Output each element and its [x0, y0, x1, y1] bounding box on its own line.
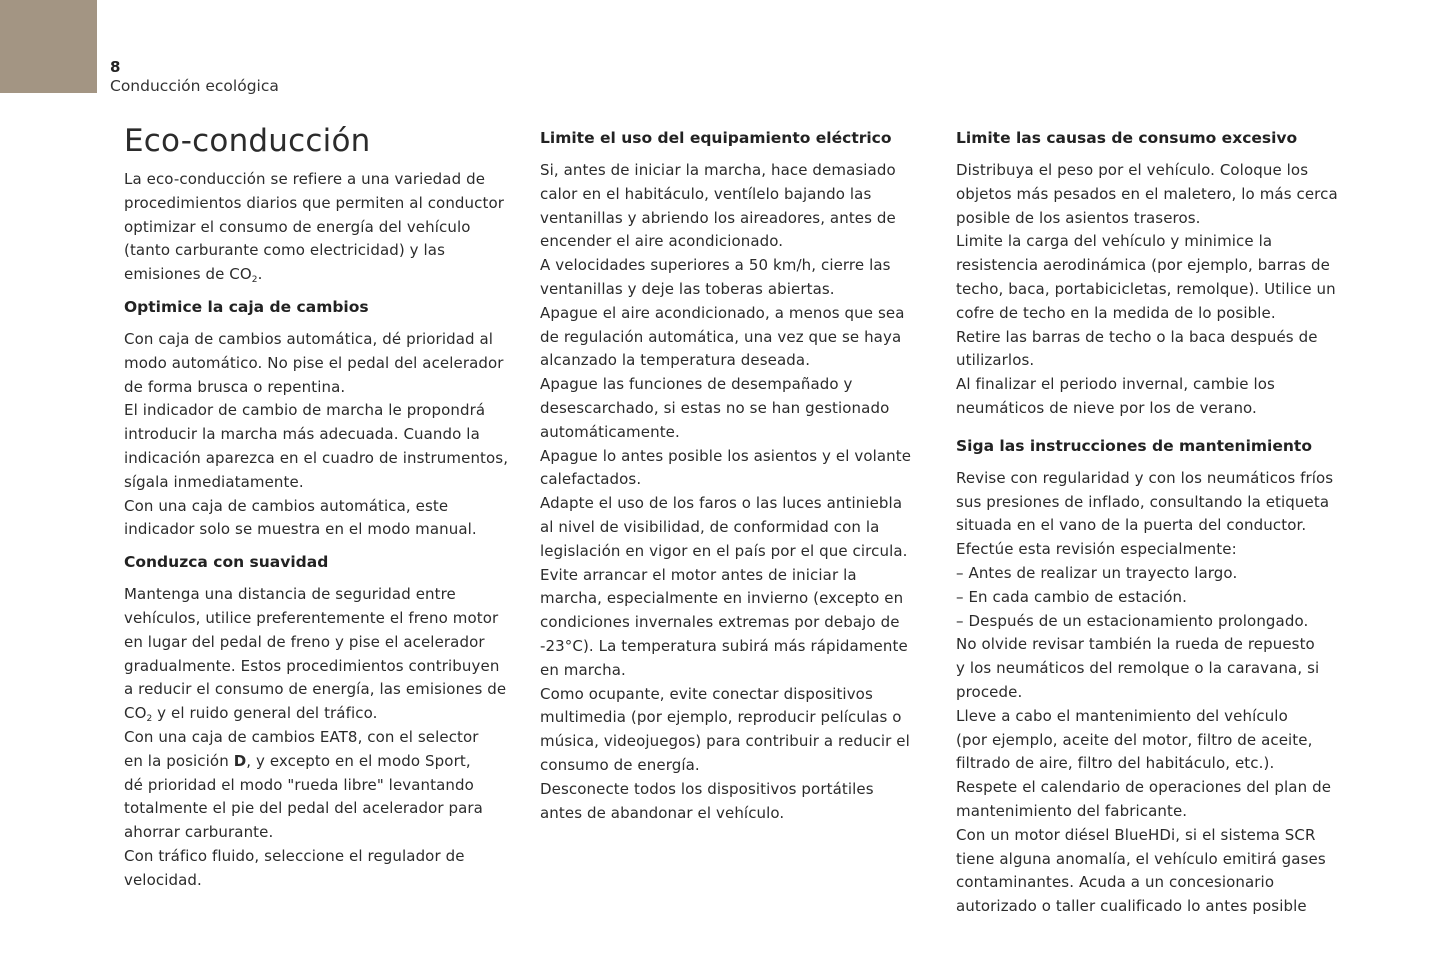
text-line: (por ejemplo, aceite del motor, filtro de aceite, [956, 730, 1313, 749]
text-line: introducir la marcha más adecuada. Cuando la [124, 425, 480, 444]
text-line: sus presiones de inflado, consultando la etiqueta [956, 492, 1330, 511]
text-line: alcanzado la temperatura deseada. [540, 351, 811, 370]
text-line: condiciones invernales extremas por debajo de [540, 613, 900, 632]
text-line: Limite la carga del vehículo y minimice la [956, 232, 1273, 251]
text-line: marcha, especialmente en invierno (excepto en [540, 589, 904, 608]
gearbox-paragraph [124, 328, 516, 542]
text-line: indicador solo se muestra en el modo manual. [124, 520, 477, 539]
text-line: de forma brusca o repentina. [124, 377, 346, 396]
column-3 [956, 122, 1348, 919]
text-line: mantenimiento del fabricante. [956, 801, 1188, 820]
text-line: Con tráfico fluido, seleccione el regulador de [124, 846, 465, 865]
text-line: El indicador de cambio de marcha le propondrá [124, 401, 486, 420]
text-line: y los neumáticos del remolque o la caravana, si [956, 659, 1320, 678]
text-line: Efectúe esta revisión especialmente: [956, 540, 1237, 559]
heading-maintenance: Siga las instrucciones de mantenimiento [956, 436, 1312, 455]
text-line: Distribuya el peso por el vehículo. Coloque los [956, 161, 1309, 179]
text-line: en marcha. [540, 660, 626, 679]
chapter-tab [0, 0, 97, 93]
text-line: techo, baca, portabicicletas, remolque). Utilice un [956, 279, 1336, 298]
text-line: -23°C). La temperatura subirá más rápidamente [540, 636, 908, 655]
text-line: Como ocupante, evite conectar dispositivos [540, 684, 873, 703]
text-line: No olvide revisar también la rueda de repuesto [956, 635, 1315, 654]
text-line: posible de los asientos traseros. [956, 208, 1201, 227]
text-line: ahorrar carburante. [124, 823, 274, 842]
section-title: Conducción ecológica [110, 77, 279, 95]
text-line: Respete el calendario de operaciones del plan de [956, 778, 1332, 797]
text-line: Con caja de cambios automática, dé prioridad al [124, 329, 494, 348]
column-1 [124, 122, 516, 893]
text-line: – Antes de realizar un trayecto largo. [956, 563, 1238, 582]
text-line: objetos más pesados en el maletero, lo más cerca [956, 184, 1338, 203]
text-line: encender el aire acondicionado. [540, 232, 784, 251]
text-line: modo automático. No pise el pedal del acelerador [124, 353, 504, 372]
text-line: automáticamente. [540, 422, 680, 441]
page-number: 8 [110, 58, 121, 76]
text-line: A velocidades superiores a 50 km/h, cierre las [540, 256, 891, 275]
text-line: autorizado o taller cualificado lo antes posible [956, 897, 1307, 916]
text-line: procede. [956, 682, 1023, 701]
text-line: ventanillas y deje las toberas abiertas. [540, 279, 835, 298]
text-line: vehículos, utilice preferentemente el freno motor [124, 608, 499, 627]
text-line: Con un motor diésel BlueHDi, si el sistema SCR [956, 825, 1316, 844]
text-line: Adapte el uso de los faros o las luces antiniebla [540, 494, 903, 513]
text-line: velocidad. [124, 870, 202, 889]
text-line: ventanillas y abriendo los aireadores, antes de [540, 208, 896, 227]
text-line: calor en el habitáculo, ventílelo bajando las [540, 184, 872, 203]
text-line: cofre de techo en la medida de lo posible. [956, 303, 1276, 322]
text-line: tiene alguna anomalía, el vehículo emitirá gases [956, 849, 1326, 868]
text-line: situada en el vano de la puerta del conductor. [956, 516, 1307, 535]
text-line: legislación en vigor en el país por el que circula. [540, 541, 908, 560]
heading-electrical-equipment: Limite el uso del equipamiento eléctrico [540, 129, 892, 147]
excess-consumption-paragraph [956, 159, 1348, 421]
text-line: multimedia (por ejemplo, reproducir películas o [540, 708, 902, 727]
heading-excess-consumption: Limite las causas de consumo excesivo [956, 129, 1298, 147]
text-line: – En cada cambio de estación. [956, 587, 1188, 606]
maintenance-paragraph [956, 467, 1348, 919]
intro-paragraph: La eco-conducción se refiere a una variedad de procedimientos diarios que permiten al conductor optimizar el consumo de energía del vehículo (tanto carburante como electricidad) y las emisiones de $CO_2$. [124, 170, 505, 286]
text-line: gradualmente. Estos procedimientos contribuyen [124, 656, 500, 675]
text-line: utilizarlos. [956, 351, 1035, 370]
text-line: consumo de energía. [540, 755, 700, 774]
text-line: calefactados. [540, 470, 642, 489]
text-line: totalmente el pie del pedal del acelerador para [124, 799, 483, 818]
text-line: filtrado de aire, filtro del habitáculo, etc.). [956, 754, 1275, 773]
smooth-driving-paragraph: Mantenga una distancia de seguridad entre vehículos, utilice preferentemente el freno motor en lugar del pedal de freno y pise el acelerador gradualmente. Estos procedimientos contribuyen a reducir el consumo de energía, las emisiones de $CO_2$ y el ruido general del tráfico. Con una caja de cambios EAT8, con el selector en la posición D, y excepto en el modo Sport, dé prioridad el modo "rueda libre" levantando totalmente el pie del pedal del acelerador para ahorrar carburante. Con tráfico fluido, seleccione el regulador de velocidad. [124, 585, 507, 889]
text-line: Con una caja de cambios automática, este [124, 496, 449, 515]
text-line: Apague lo antes posible los asientos y el volante [540, 446, 912, 465]
text-line: neumáticos de nieve por los de verano. [956, 398, 1257, 417]
text-line: antes de abandonar el vehículo. [540, 803, 785, 822]
text-line: Retire las barras de techo o la baca después de [956, 327, 1318, 346]
text-line: Apague las funciones de desempañado y [540, 375, 853, 394]
text-line: resistencia aerodinámica (por ejemplo, barras de [956, 256, 1330, 275]
heading-gearbox: Optimice la caja de cambios [124, 297, 369, 316]
text-line: Si, antes de iniciar la marcha, hace demasiado [540, 161, 896, 179]
text-line: Lleve a cabo el mantenimiento del vehículo [956, 706, 1288, 725]
electrical-equipment-paragraph [540, 159, 932, 825]
text-line: desescarchado, si estas no se han gestionado [540, 398, 890, 417]
text-line: a reducir el consumo de energía, las emisiones de [124, 680, 507, 699]
text-line: en lugar del pedal de freno y pise el acelerador [124, 632, 485, 651]
column-2 [540, 122, 932, 825]
text-line: Evite arrancar el motor antes de iniciar la [540, 565, 857, 584]
text-line: sígala inmediatamente. [124, 472, 304, 491]
text-line: al nivel de visibilidad, de conformidad con la [540, 517, 880, 536]
text-line: Revise con regularidad y con los neumáticos fríos [956, 468, 1334, 487]
text-line: Apague el aire acondicionado, a menos que sea [540, 303, 905, 322]
text-line: música, videojuegos) para contribuir a reducir el [540, 732, 910, 751]
text-line: Al finalizar el periodo invernal, cambie los [956, 375, 1275, 394]
text-line: indicación aparezca en el cuadro de instrumentos, [124, 448, 509, 467]
text-line: contaminantes. Acuda a un concesionario [956, 873, 1275, 892]
text-line: de regulación automática, una vez que se haya [540, 327, 902, 346]
text-line: Mantenga una distancia de seguridad entre [124, 585, 456, 604]
heading-smooth-driving: Conduzca con suavidad [124, 553, 329, 572]
text-line: Desconecte todos los dispositivos portátiles [540, 779, 874, 798]
page-title: Eco-conducción [124, 123, 371, 159]
text-line: dé prioridad el modo "rueda libre" levantando [124, 775, 474, 794]
text-line: – Después de un estacionamiento prolongado. [956, 611, 1309, 630]
